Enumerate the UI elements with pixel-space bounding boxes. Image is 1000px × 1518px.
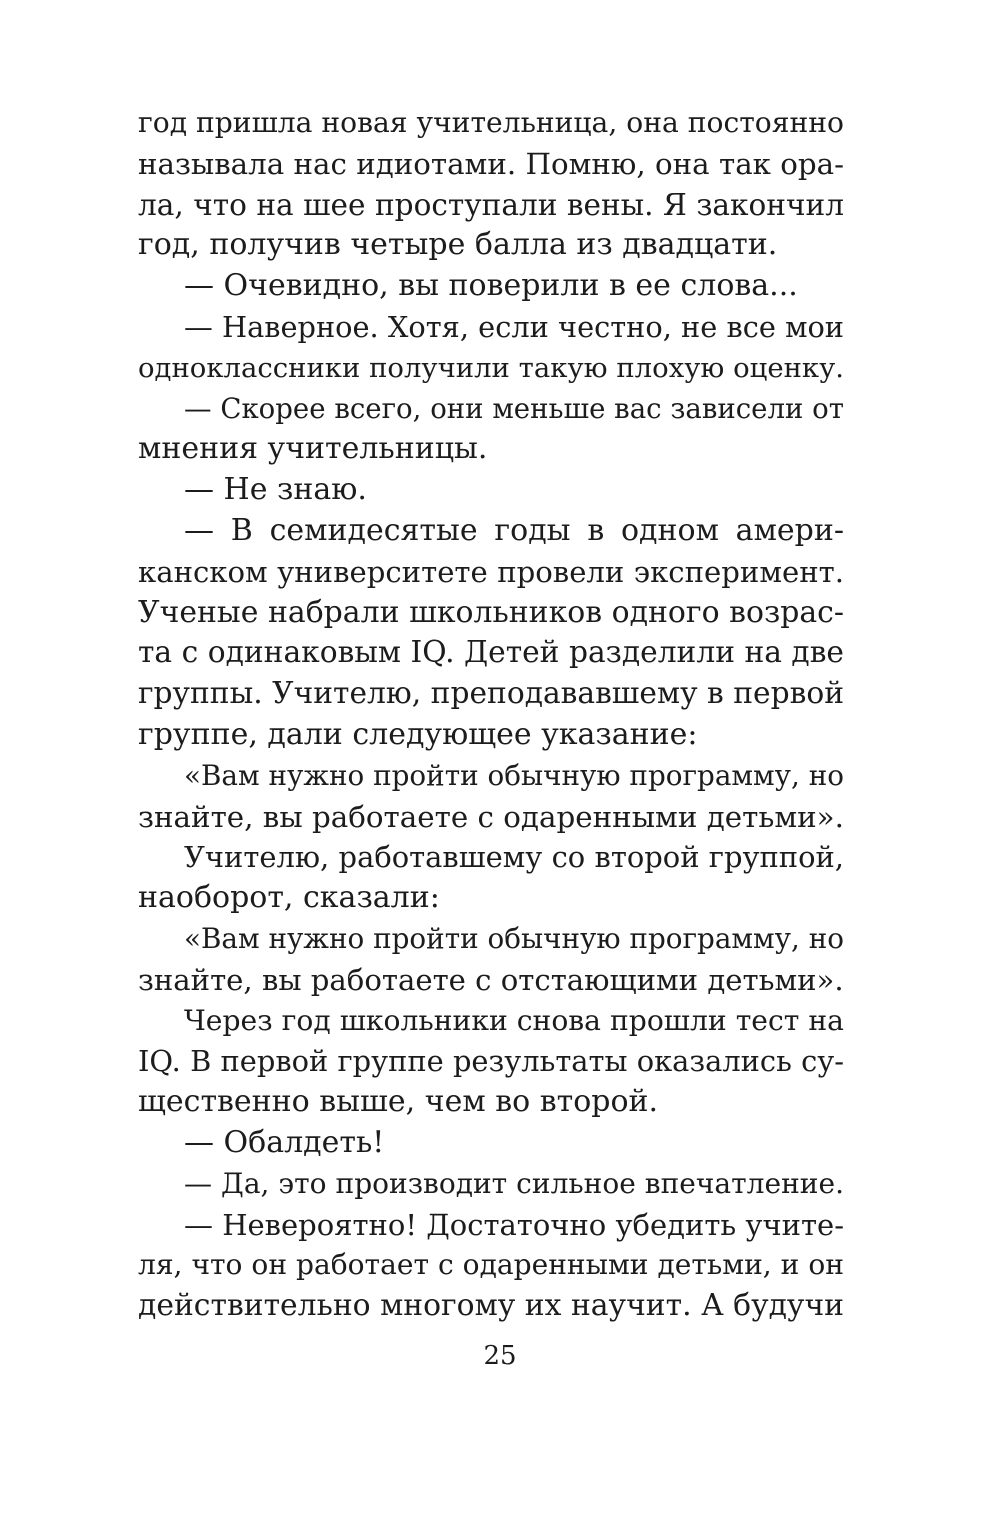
text-line: ля, что он работает с одаренными детьми, и он [138,1248,844,1282]
text-line: группы. Учителю, преподававшему в первой [138,676,844,712]
text-line: — Да, это производит сильное впечатление. [184,1166,844,1200]
text-line: — Обалдеть! [184,1124,385,1160]
text-line: «Вам нужно пройти обычную программу, но [184,921,844,955]
text-line: знайте, вы работаете с одаренными детьми». [138,799,844,834]
text-line: одноклассники получили такую плохую оценку. [138,351,844,384]
text-line: мнения учительницы. [138,431,488,467]
text-line: канском университете провели эксперимент. [138,554,844,589]
text-line: — Скорее всего, они меньше вас зависели от [184,391,844,425]
page-number: 25 [483,1341,517,1371]
text-line: — Наверное. Хотя, если честно, не все мои [184,309,844,344]
text-line: IQ. В первой группе результаты оказались су- [138,1044,844,1079]
text-line: наоборот, сказали: [138,880,440,916]
text-line: группе, дали следующее указание: [138,716,698,752]
text-line: действительно многому их научит. А будучи [138,1288,844,1324]
text-line: — В семидесятые годы в одном амери- [184,512,844,548]
text-line: знайте, вы работаете с отстающими детьми». [138,962,844,997]
text-line: «Вам нужно пройти обычную программу, но [184,758,844,792]
text-line: Через год школьники снова прошли тест на [184,1003,844,1037]
text-line: год пришла новая учительница, она постоянно [138,106,844,139]
text-line: щественно выше, чем во второй. [138,1084,659,1120]
text-line: Ученые набрали школьников одного возрас- [138,594,844,630]
text-line: год, получив четыре балла из двадцати. [138,227,778,263]
text-line: — Очевидно, вы поверили в ее слова... [184,268,798,304]
text-line: — Невероятно! Достаточно убедить учите- [184,1207,844,1242]
text-line: называла нас идиотами. Помню, она так ора- [138,146,844,181]
text-line: — Не знаю. [184,472,367,508]
text-line: ла, что на шее проступали вены. Я закончил [138,187,844,222]
text-line: Учителю, работавшему со второй группой, [184,840,844,875]
text-line: та с одинаковым IQ. Детей разделили на две [138,635,844,671]
body-text [138,103,844,1327]
